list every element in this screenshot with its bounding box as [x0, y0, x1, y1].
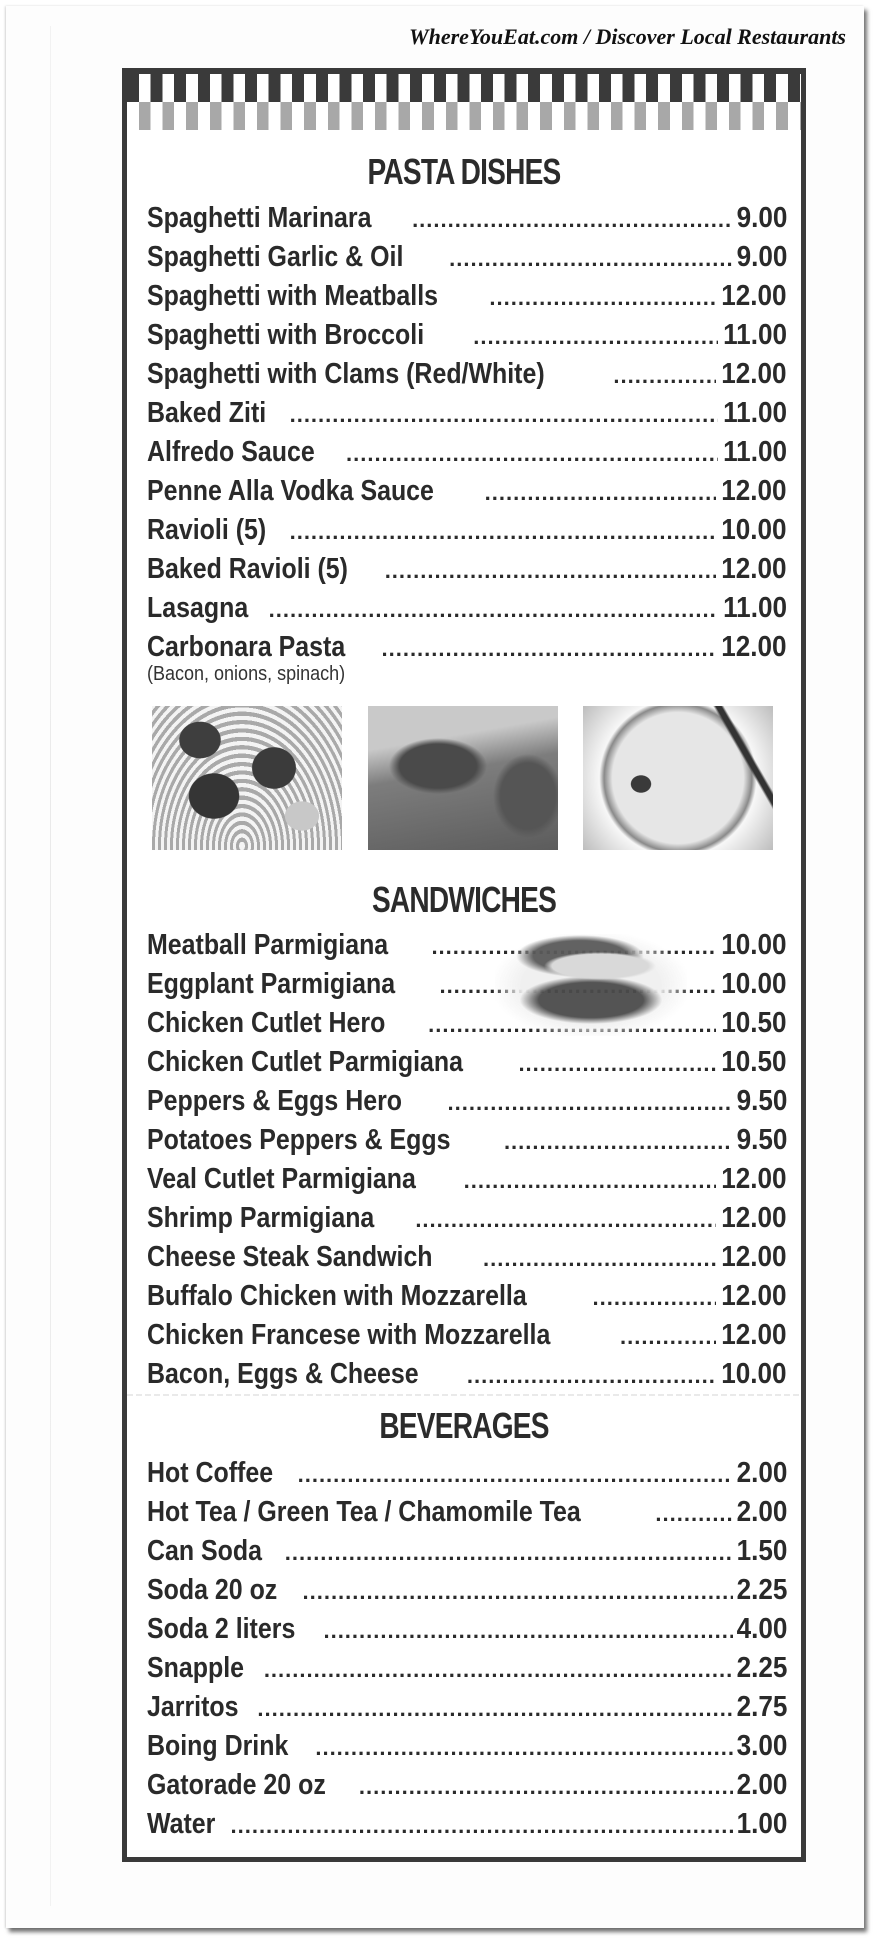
menu-item-name: Bacon, Eggs & Cheese	[147, 1358, 419, 1390]
menu-item	[147, 962, 787, 1001]
leader-dots	[231, 1811, 733, 1841]
menu-item	[147, 508, 787, 547]
show-through-line	[127, 1394, 801, 1396]
menu-item-name: Eggplant Parmigiana	[147, 968, 396, 1000]
sandwiches-list	[147, 923, 787, 1391]
menu-item-name-wrap	[147, 1729, 733, 1763]
beverages-list	[147, 1451, 787, 1841]
menu-item-price: 9.50	[736, 1124, 787, 1156]
menu-item-name-wrap	[147, 1690, 733, 1724]
menu-item-price: 2.00	[736, 1457, 787, 1489]
menu-item-name: Spaghetti Garlic & Oil	[147, 241, 404, 273]
menu-item-price: 11.00	[723, 397, 787, 429]
leader-dots	[483, 1244, 716, 1274]
menu-item-name: Penne Alla Vodka Sauce	[147, 475, 434, 507]
menu-item-price: 10.00	[721, 929, 787, 961]
menu-item-name: Soda 2 liters	[147, 1613, 296, 1645]
menu-item-name-wrap	[147, 552, 716, 586]
menu-item-name: Potatoes Peppers & Eggs	[147, 1124, 451, 1156]
menu-item-name: Shrimp Parmigiana	[147, 1202, 375, 1234]
menu-item	[147, 196, 787, 235]
menu-item	[147, 547, 787, 586]
menu-item-name: Can Soda	[147, 1535, 263, 1567]
menu-panel	[122, 68, 806, 1862]
menu-item	[147, 1118, 787, 1157]
leader-dots	[257, 1694, 732, 1724]
menu-item-name: Ravioli (5)	[147, 514, 267, 546]
menu-item-name: Gatorade 20 oz	[147, 1769, 326, 1801]
menu-item-price: 9.50	[736, 1085, 787, 1117]
menu-item-price: 12.00	[721, 1319, 787, 1351]
menu-item	[147, 1568, 787, 1607]
menu-item	[147, 352, 787, 391]
menu-item	[147, 430, 787, 469]
menu-item-price: 11.00	[723, 436, 787, 468]
menu-item-name: Baked Ziti	[147, 397, 267, 429]
leader-dots	[346, 439, 718, 469]
leader-dots	[269, 595, 718, 625]
menu-item-price: 11.00	[723, 319, 787, 351]
menu-item-name-wrap	[147, 1045, 716, 1079]
leader-dots	[382, 634, 717, 664]
menu-item	[147, 923, 787, 962]
menu-item-price: 2.00	[736, 1769, 787, 1801]
leader-dots	[467, 1361, 717, 1391]
leader-dots	[464, 1166, 717, 1196]
menu-item-name-wrap	[147, 1807, 733, 1841]
menu-item-name-wrap	[147, 1651, 733, 1685]
menu-item	[147, 1274, 787, 1313]
menu-item	[147, 1529, 787, 1568]
menu-item-price: 10.00	[721, 514, 787, 546]
menu-item-price: 12.00	[721, 475, 787, 507]
leader-dots	[489, 283, 716, 313]
leader-dots	[504, 1127, 733, 1157]
leader-dots	[385, 556, 717, 586]
menu-item-name: Baked Ravioli (5)	[147, 553, 348, 585]
leader-dots	[449, 244, 732, 274]
menu-item-name: Spaghetti with Broccoli	[147, 319, 425, 351]
leader-dots	[290, 400, 718, 430]
leader-dots	[303, 1577, 733, 1607]
leader-dots	[473, 322, 718, 352]
menu-item-name: Hot Coffee	[147, 1457, 274, 1489]
menu-item-name-wrap	[147, 1123, 733, 1157]
menu-item-name-wrap	[147, 630, 716, 664]
menu-item	[147, 1001, 787, 1040]
menu-item-price: 2.00	[736, 1496, 787, 1528]
site-caption: WhereYouEat.com / Discover Local Restaurants	[409, 24, 846, 49]
menu-item-name: Spaghetti with Meatballs	[147, 280, 439, 312]
menu-item	[147, 391, 787, 430]
menu-item	[147, 1763, 787, 1802]
section-title-pasta: PASTA DISHES	[367, 151, 561, 192]
menu-item-name: Spaghetti Marinara	[147, 202, 372, 234]
leader-dots	[298, 1460, 733, 1490]
leader-dots	[448, 1088, 733, 1118]
menu-item-price: 10.00	[721, 968, 787, 1000]
menu-item-name-wrap	[147, 1201, 716, 1235]
leader-dots	[613, 361, 716, 391]
hero-sandwich-photo	[495, 934, 687, 1036]
menu-item	[147, 1079, 787, 1118]
menu-item-price: 3.00	[736, 1730, 787, 1762]
menu-item	[147, 1607, 787, 1646]
menu-item-name-wrap	[147, 1573, 733, 1607]
menu-item	[147, 274, 787, 313]
menu-item-price: 9.00	[736, 202, 787, 234]
menu-item	[147, 1646, 787, 1685]
menu-item-name-wrap	[147, 1612, 733, 1646]
leader-dots	[359, 1772, 733, 1802]
menu-item-price: 12.00	[721, 631, 787, 663]
leader-dots	[290, 517, 717, 547]
menu-item-price: 12.00	[721, 1241, 787, 1273]
menu-item	[147, 1040, 787, 1079]
leader-dots	[264, 1655, 733, 1685]
menu-item-name-wrap	[147, 201, 733, 235]
menu-item	[147, 586, 787, 625]
menu-item-name-wrap	[147, 591, 718, 625]
menu-item	[147, 1490, 787, 1529]
menu-item-name: Boing Drink	[147, 1730, 289, 1762]
leader-dots	[315, 1733, 732, 1763]
checker-row-dark	[127, 74, 801, 102]
menu-item-price: 10.00	[721, 1358, 787, 1390]
menu-item-name-wrap	[147, 1768, 733, 1802]
leader-dots	[593, 1283, 717, 1313]
menu-item-name-wrap	[147, 474, 716, 508]
menu-item	[147, 625, 787, 664]
menu-item-name: Spaghetti with Clams (Red/White)	[147, 358, 545, 390]
menu-item	[147, 469, 787, 508]
menu-item-name: Jarritos	[147, 1691, 239, 1723]
menu-item-name: Snapple	[147, 1652, 245, 1684]
menu-item-price: 2.25	[736, 1574, 787, 1606]
menu-item-name: Buffalo Chicken with Mozzarella	[147, 1280, 527, 1312]
menu-item-note: (Bacon, onions, spinach)	[147, 663, 346, 685]
page-fold-line	[50, 26, 51, 1906]
menu-item	[147, 313, 787, 352]
menu-item-name: Chicken Cutlet Hero	[147, 1007, 386, 1039]
menu-item-name-wrap	[147, 318, 718, 352]
menu-item-name: Chicken Francese with Mozzarella	[147, 1319, 551, 1351]
menu-item-name-wrap	[147, 357, 716, 391]
menu-item-name: Soda 20 oz	[147, 1574, 278, 1606]
section-title-beverages: BEVERAGES	[379, 1405, 549, 1446]
menu-item-name: Carbonara Pasta	[147, 631, 346, 663]
menu-item-price: 12.00	[721, 1163, 787, 1195]
menu-item-name-wrap	[147, 1240, 716, 1274]
menu-item-price: 9.00	[736, 241, 787, 273]
section-title-sandwiches: SANDWICHES	[371, 879, 557, 920]
leader-dots	[620, 1322, 716, 1352]
menu-item-name: Alfredo Sauce	[147, 436, 315, 468]
menu-item	[147, 1352, 787, 1391]
menu-item-name: Water	[147, 1808, 216, 1840]
menu-item	[147, 1685, 787, 1724]
menu-item-price: 12.00	[721, 1202, 787, 1234]
menu-item-name-wrap	[147, 240, 733, 274]
leader-dots	[655, 1499, 732, 1529]
menu-item-name: Hot Tea / Green Tea / Chamomile Tea	[147, 1496, 581, 1528]
menu-item-price: 12.00	[721, 1280, 787, 1312]
menu-item-price: 1.50	[736, 1535, 787, 1567]
menu-item-name-wrap	[147, 513, 716, 547]
menu-item	[147, 1313, 787, 1352]
menu-item-price: 4.00	[736, 1613, 787, 1645]
checkered-border	[127, 74, 801, 130]
leader-dots	[285, 1538, 733, 1568]
menu-item	[147, 235, 787, 274]
menu-item-name-wrap	[147, 1534, 733, 1568]
leader-dots	[518, 1049, 716, 1079]
menu-item-name-wrap	[147, 1318, 716, 1352]
menu-item-price: 12.00	[721, 280, 787, 312]
menu-item-name: Peppers & Eggs Hero	[147, 1085, 403, 1117]
menu-item-price: 1.00	[736, 1808, 787, 1840]
menu-item-price: 2.75	[736, 1691, 787, 1723]
leader-dots	[412, 205, 732, 235]
menu-item	[147, 1724, 787, 1763]
menu-item	[147, 1802, 787, 1841]
leader-dots	[415, 1205, 716, 1235]
menu-item-name: Lasagna	[147, 592, 249, 624]
menu-item	[147, 1157, 787, 1196]
menu-item-name: Cheese Steak Sandwich	[147, 1241, 433, 1273]
menu-item-name: Veal Cutlet Parmigiana	[147, 1163, 416, 1195]
leader-dots	[323, 1616, 732, 1646]
menu-item	[147, 1196, 787, 1235]
menu-item-name-wrap	[147, 1279, 716, 1313]
menu-item-name-wrap	[147, 1456, 733, 1490]
menu-item-name-wrap	[147, 1495, 733, 1529]
menu-item-name-wrap	[147, 1357, 716, 1391]
checker-row-gray	[127, 102, 801, 130]
baked-ziti-photo	[368, 706, 558, 850]
menu-item-price: 12.00	[721, 553, 787, 585]
menu-item-price: 12.00	[721, 358, 787, 390]
leader-dots	[485, 478, 717, 508]
menu-item-price: 10.50	[721, 1046, 787, 1078]
pasta-list	[147, 196, 787, 686]
ravioli-photo	[583, 706, 773, 850]
menu-item-name-wrap	[147, 1162, 716, 1196]
menu-item-name: Meatball Parmigiana	[147, 929, 389, 961]
menu-item-price: 11.00	[723, 592, 787, 624]
menu-item-name-wrap	[147, 279, 716, 313]
menu-item	[147, 1451, 787, 1490]
spaghetti-meatballs-photo	[152, 706, 342, 850]
menu-item-name-wrap	[147, 1084, 733, 1118]
menu-item-price: 2.25	[736, 1652, 787, 1684]
menu-item-price: 10.50	[721, 1007, 787, 1039]
menu-item-name-wrap	[147, 435, 718, 469]
menu-item-name: Chicken Cutlet Parmigiana	[147, 1046, 463, 1078]
menu-item-name-wrap	[147, 396, 718, 430]
menu-item	[147, 1235, 787, 1274]
